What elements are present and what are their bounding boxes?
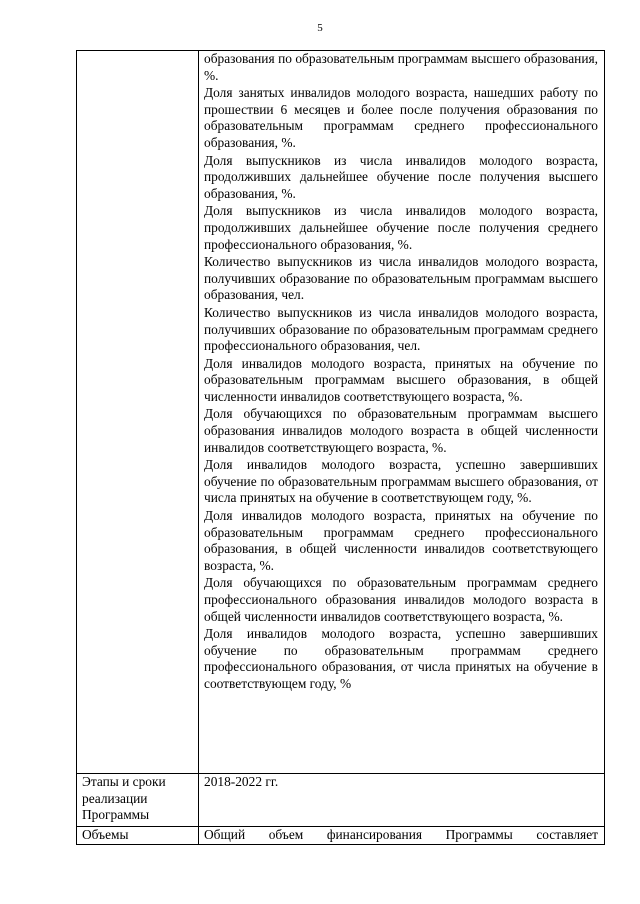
indicator-paragraph: Доля выпускников из числа инвалидов молодого возраста, продолживших дальнейшее обучение после получения высшего образования, %.	[204, 152, 598, 201]
indicators-cell	[199, 51, 605, 774]
page-number: 5	[317, 22, 323, 34]
indicator-paragraph: Доля инвалидов молодого возраста, успешно завершивших обучение по образовательным программам среднего профессионального образования, от числа принятых на обучение в соответствующем году, %	[204, 626, 598, 691]
row-label-cell: Этапы и сроки реализации Программы	[77, 774, 199, 827]
program-passport-table	[76, 50, 605, 845]
indicator-paragraph: Доля инвалидов молодого возраста, принятых на обучение по образовательным программам среднего профессионального образования, в общей численности инвалидов соответствующего возраста, %.	[204, 508, 598, 573]
table-row	[77, 827, 605, 845]
indicator-paragraph: образования по образовательным программам высшего образования, %.	[204, 51, 598, 83]
indicator-paragraph: Доля занятых инвалидов молодого возраста, нашедших работу по прошествии 6 месяцев и более после получения образования по образовательным программам среднего профессионального образования, %.	[204, 85, 598, 150]
row-label-cell	[77, 51, 199, 774]
indicator-paragraph: Доля инвалидов молодого возраста, успешно завершивших обучение по образовательным программам высшего образования, от числа принятых на обучение в соответствующем году, %.	[204, 457, 598, 506]
row-value-cell: Общий объем финансирования Программы составляет	[199, 827, 605, 845]
indicator-paragraph: Доля инвалидов молодого возраста, принятых на обучение по образовательным программам высшего образования, в общей численности инвалидов соответствующего возраста, %.	[204, 355, 598, 404]
indicator-paragraph: Количество выпускников из числа инвалидов молодого возраста, получивших образование по образовательным программам высшего образования, чел.	[204, 254, 598, 303]
indicator-paragraph: Количество выпускников из числа инвалидов молодого возраста, получивших образование по образовательным программам среднего профессионального образования, чел.	[204, 304, 598, 354]
indicator-paragraph: Доля выпускников из числа инвалидов молодого возраста, продолживших дальнейшее обучение после получения среднего профессионального образования, %.	[204, 203, 598, 252]
table-row	[77, 51, 605, 774]
indicator-paragraph: Доля обучающихся по образовательным программам высшего образования инвалидов молодого возраста в общей численности инвалидов соответствующего возраста, %.	[204, 406, 598, 455]
table-row	[77, 774, 605, 827]
row-label-cell: Объемы	[77, 827, 199, 845]
indicator-paragraph: Доля обучающихся по образовательным программам среднего профессионального образования инвалидов молодого возраста в общей численности инвалидов соответствующего возраста, %.	[204, 575, 598, 624]
row-value-cell: 2018-2022 гг.	[199, 774, 605, 827]
